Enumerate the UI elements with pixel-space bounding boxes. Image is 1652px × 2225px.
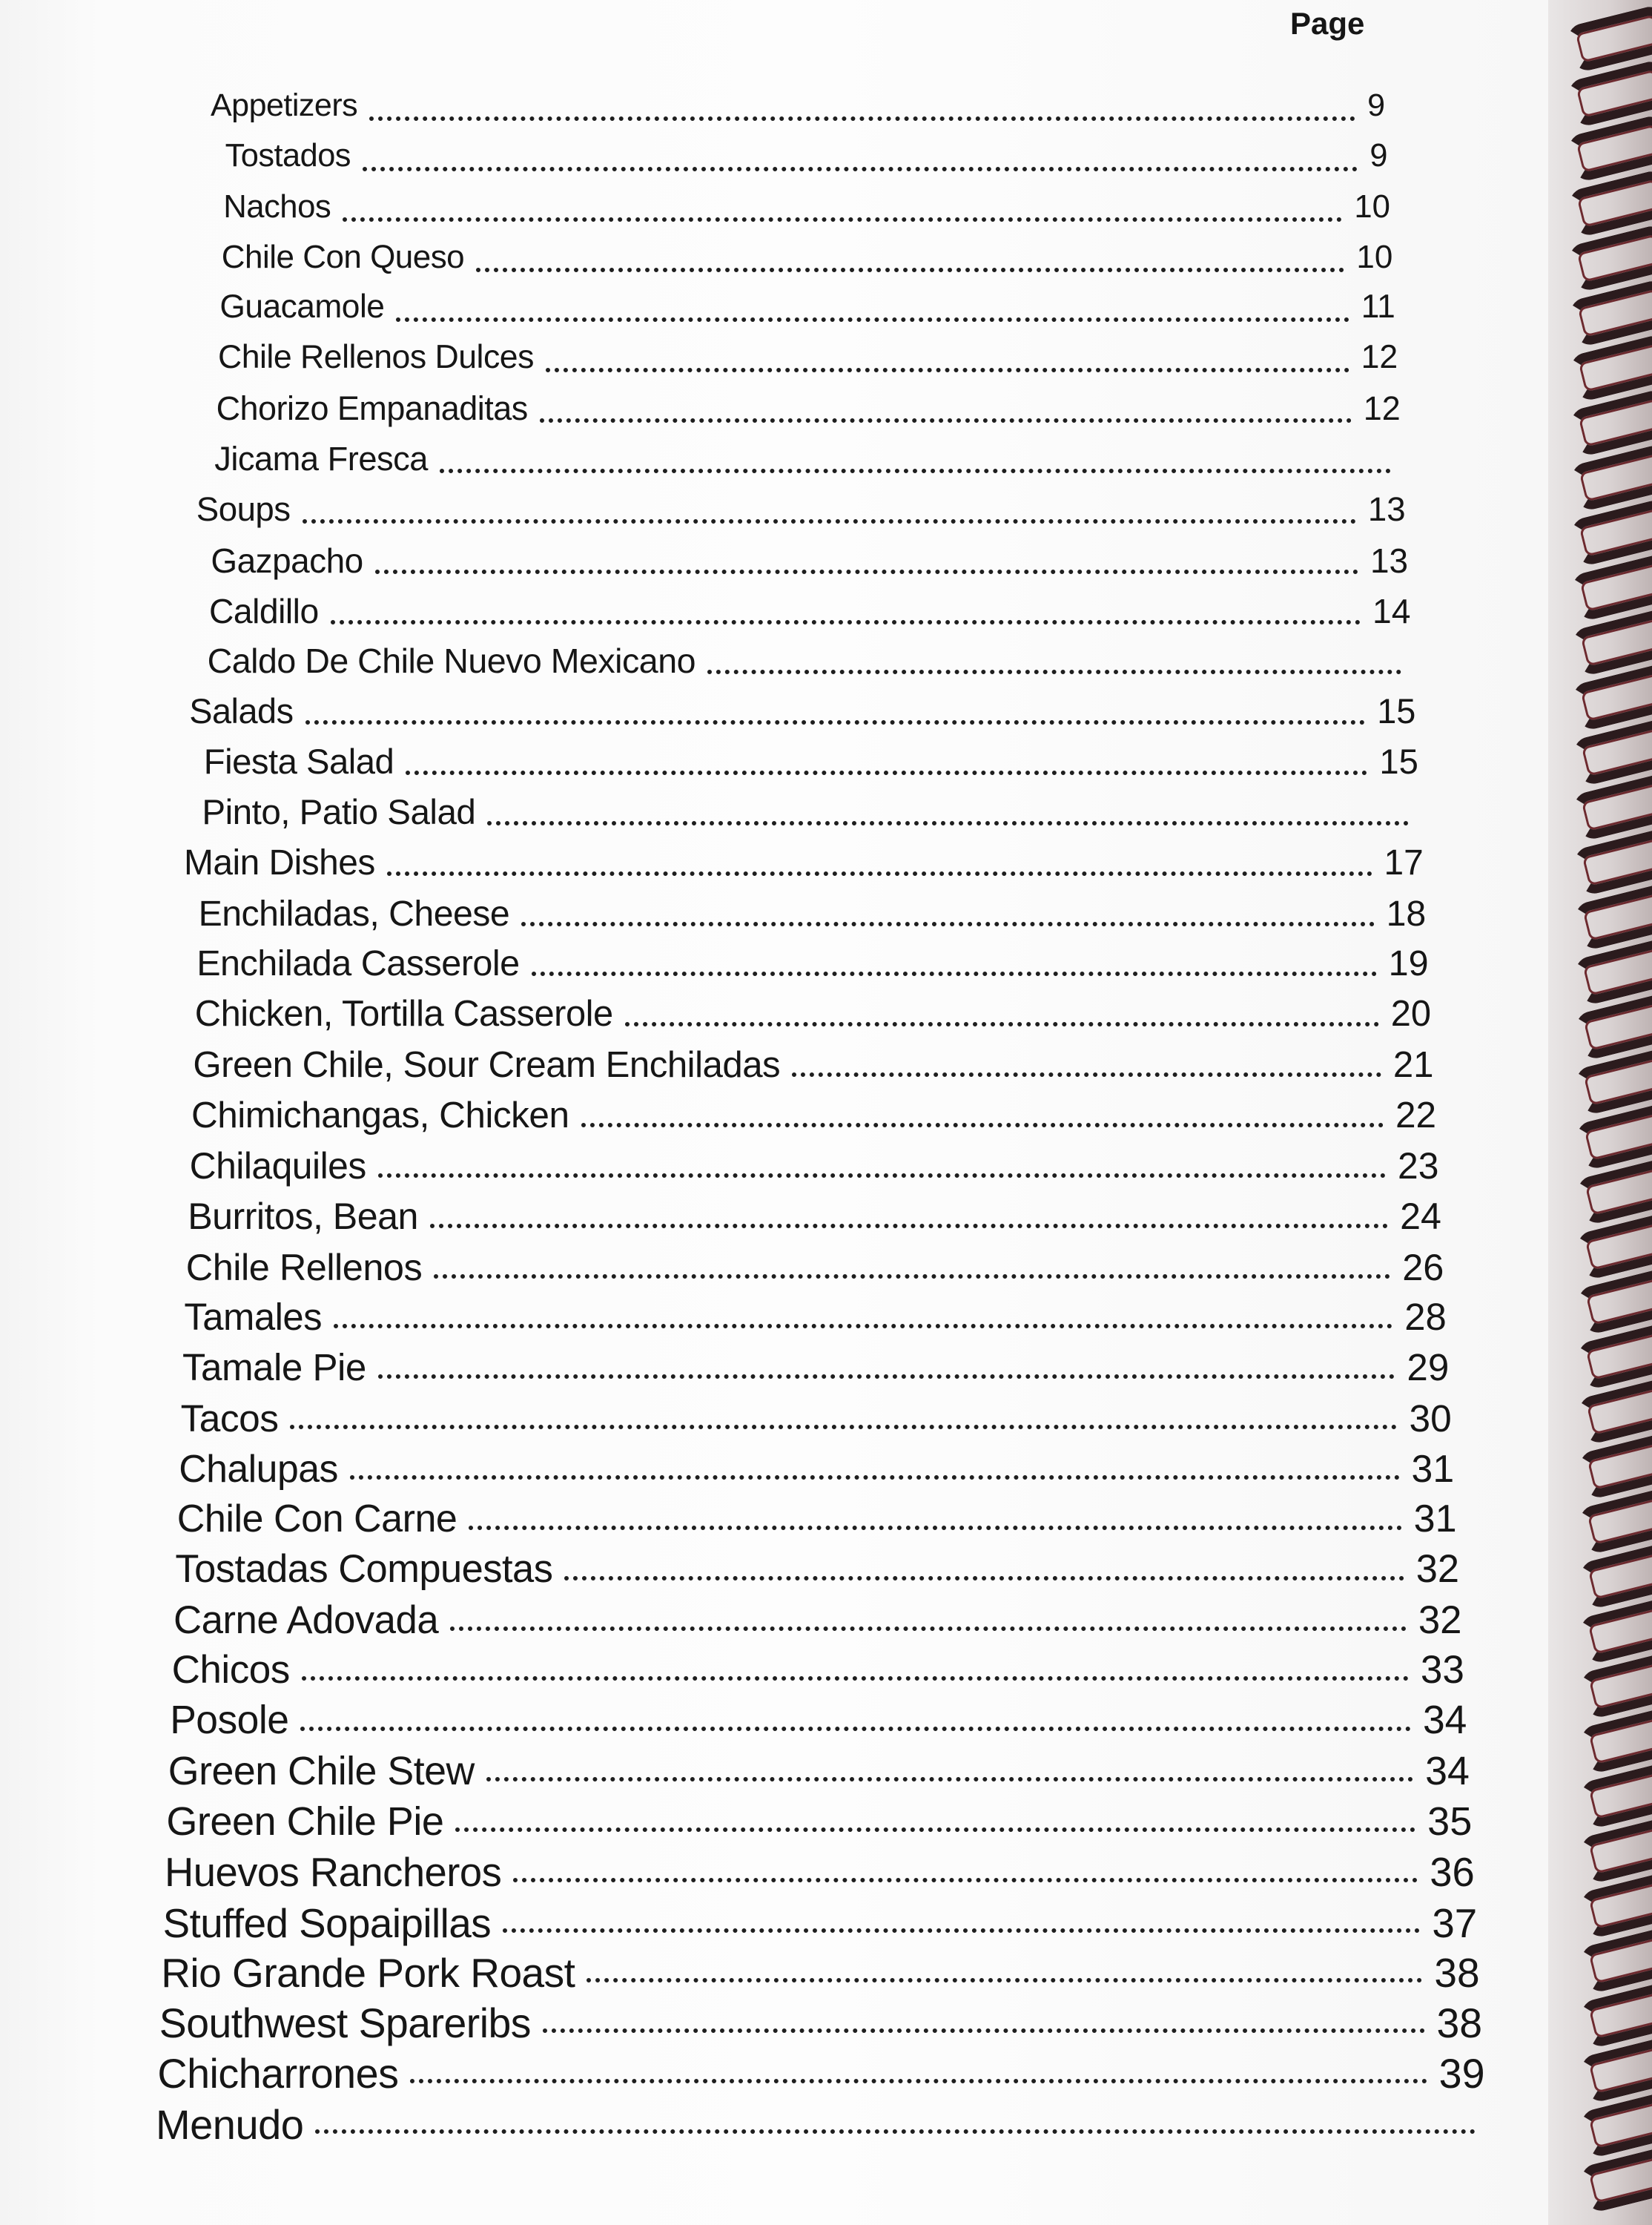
toc-entry-row [204,742,1418,788]
toc-entry-label: Chile Con Carne [176,1497,457,1540]
toc-entry-label: Chile Rellenos [185,1245,423,1288]
toc-entry-label: Posole [170,1698,289,1743]
dot-leader [396,316,1349,322]
dot-leader [430,1222,1388,1228]
toc-entry-row [179,1446,1454,1492]
toc-page-number: 22 [1395,1095,1436,1135]
toc-entry-label: Chorizo Empanaditas [216,389,528,428]
toc-entry-row [202,792,1421,838]
toc-entry-label: Green Chile Stew [168,1749,475,1794]
toc-entry-label: Gazpacho [211,541,363,580]
dot-leader [503,1927,1420,1933]
toc-entry-row [165,1849,1475,1895]
toc-entry-row [218,339,1398,385]
toc-entry-label: Menudo [156,2101,304,2148]
toc-page-number: 12 [1363,389,1401,428]
toc-entry-row [222,239,1393,285]
dot-leader [532,970,1377,976]
toc-page-number: 9 [1369,137,1388,174]
dot-leader [440,467,1391,473]
toc-page-number: 10 [1356,238,1393,275]
toc-entry-row [190,1144,1439,1190]
toc-page-number: 20 [1390,994,1432,1035]
dot-leader [300,1725,1411,1731]
toc-entry-label: Nachos [223,188,331,225]
dot-leader [375,568,1358,574]
toc-section-row [189,691,1415,737]
toc-entry-label: Burritos, Bean [188,1195,418,1237]
toc-entry-label: Chalupas [179,1446,338,1490]
dot-leader [543,2027,1425,2033]
toc-entry-row [168,1748,1470,1794]
toc-section-row [196,490,1406,536]
toc-entry-row [209,591,1411,637]
dot-leader [363,165,1358,171]
dot-leader [378,1172,1386,1178]
dot-leader [387,870,1372,876]
dot-leader [334,1322,1392,1328]
toc-page-number: 10 [1354,188,1390,225]
toc-entry-row [175,1547,1459,1593]
toc-page-number: 34 [1425,1749,1470,1794]
dot-leader [625,1021,1379,1026]
toc-entry-row [191,1094,1436,1140]
toc-entry-label: Caldillo [209,591,319,630]
dot-leader [581,1121,1384,1127]
dot-leader [707,668,1401,674]
toc-entry-row [163,1899,1478,1945]
toc-page-number: 34 [1422,1698,1467,1743]
dot-leader [350,1474,1400,1480]
toc-entry-row [196,943,1428,989]
toc-page-number: 9 [1367,88,1385,123]
toc-entry-row [225,138,1388,184]
toc-section-row [184,843,1424,889]
toc-page-number: 12 [1361,339,1398,376]
toc-entry-row [166,1799,1472,1845]
toc-page-number: 35 [1427,1799,1473,1844]
dot-leader [305,719,1366,725]
toc-entry-row [170,1698,1467,1744]
toc-page-number: 33 [1420,1648,1464,1692]
dot-leader [792,1071,1381,1077]
toc-entry-row [177,1497,1457,1543]
toc-entry-label: Chicos [171,1648,290,1692]
toc-entry-label: Chimichangas, Chicken [191,1095,569,1135]
toc-page-number: 38 [1434,1950,1480,1997]
toc-entry-row [188,1195,1441,1241]
toc-entry-label: Enchilada Casserole [196,943,520,984]
dot-leader [434,1273,1390,1279]
toc-section-row [211,88,1385,134]
toc-entry-label: Pinto, Patio Salad [202,792,476,832]
toc-entry-label: Tacos [180,1397,279,1440]
toc-page-number: 36 [1430,1849,1475,1895]
dot-leader [476,266,1344,272]
toc-entry-label: Tostadas Compuestas [175,1547,553,1591]
toc-entry-label: Chilaquiles [189,1144,366,1187]
toc-page-number: 24 [1400,1195,1441,1237]
toc-entry-label: Southwest Spareribs [159,2000,531,2047]
toc-entry-label: Stuffed Sopaipillas [162,1899,492,1946]
toc-page-number: 15 [1379,742,1418,782]
dot-leader [486,1776,1413,1781]
toc-entry-label: Rio Grande Pork Roast [161,1950,575,1997]
toc-entry-row [193,1044,1433,1090]
toc-page-number: 26 [1402,1245,1444,1288]
toc-entry-row [181,1396,1452,1442]
dot-leader [315,2128,1476,2134]
toc-entry-row [174,1598,1462,1644]
toc-page-number: 30 [1409,1397,1452,1440]
toc-page-number: 32 [1418,1598,1462,1642]
toc-entry-label: Guacamole [219,289,385,326]
toc-entry-label: Soups [196,490,291,528]
toc-entry-row [159,2000,1482,2046]
toc-page-number: 17 [1384,843,1424,883]
toc-page-number: 21 [1392,1044,1434,1086]
toc-entry-row [214,440,1403,486]
dot-leader [331,619,1361,624]
toc-entry-label: Chile Rellenos Dulces [218,339,534,376]
toc-entry-label: Main Dishes [184,843,375,883]
toc-entry-label: Appetizers [211,88,358,123]
toc-entry-label: Tamale Pie [182,1346,366,1389]
page-column-heading: Page [1290,6,1365,41]
toc-entry-row [161,1949,1479,1995]
toc-entry-row [223,188,1390,234]
toc-page-number: 13 [1369,541,1409,580]
toc-entry-label: Green Chile, Sour Cream Enchiladas [193,1044,781,1086]
dot-leader [521,920,1374,926]
dot-leader [303,518,1356,524]
dot-leader [487,820,1409,825]
toc-page-number: 23 [1398,1144,1439,1187]
toc-page-number: 15 [1377,692,1416,731]
toc-entry-label: Carne Adovada [174,1598,439,1642]
toc-entry-row [211,541,1408,587]
toc-entry-label: Jicama Fresca [214,439,428,478]
toc-entry-row [184,1295,1446,1341]
dot-leader [290,1423,1397,1429]
toc-entry-row [199,893,1427,939]
toc-entry-label: Caldo De Chile Nuevo Mexicano [207,642,696,681]
dot-leader [455,1826,1415,1832]
toc-entry-row [186,1245,1444,1291]
toc-entry-label: Green Chile Pie [166,1799,444,1844]
dot-leader [469,1524,1401,1530]
dot-leader [410,2077,1427,2083]
toc-page-number: 37 [1432,1899,1478,1946]
dot-leader [450,1625,1407,1631]
toc-entry-row [219,289,1395,334]
dot-leader [546,366,1349,372]
toc-entry-row [195,993,1431,1039]
dot-leader [406,769,1367,775]
toc-page-number: 29 [1407,1346,1450,1389]
toc-entry-row [157,2050,1484,2096]
toc-entry-label: Chile Con Queso [221,238,465,275]
toc-entry-row [156,2100,1487,2146]
toc-entry-label: Tamales [184,1296,323,1339]
toc-page-number: 31 [1411,1446,1455,1490]
dot-leader [378,1373,1395,1379]
toc-page-number: 19 [1388,943,1429,984]
toc-page-number: 11 [1361,289,1395,326]
toc-entry-row [217,389,1401,435]
toc-page-number: 14 [1372,591,1411,630]
toc-entry-label: Chicharrones [157,2051,399,2097]
toc-entry-label: Chicken, Tortilla Casserole [194,994,613,1035]
toc-entry-row [182,1345,1449,1391]
toc-entry-label: Fiesta Salad [203,742,394,782]
toc-entry-label: Tostados [225,137,351,174]
toc-page-number: 13 [1367,490,1406,528]
toc-entry-label: Salads [189,692,294,731]
toc-page-number: 31 [1413,1497,1457,1540]
dot-leader [513,1876,1418,1882]
toc-entry-label: Enchiladas, Cheese [198,893,510,934]
toc-entry-label: Huevos Rancheros [165,1849,502,1895]
dot-leader [540,417,1352,423]
toc-page-number: 18 [1386,893,1427,934]
toc-entry-row [172,1647,1464,1693]
toc-page-number: 38 [1436,2000,1483,2047]
dot-leader [302,1675,1409,1681]
dot-leader [369,115,1355,121]
toc-page-number: 32 [1415,1547,1460,1591]
toc-entry-row [208,641,1413,687]
dot-leader [564,1575,1404,1580]
toc-page-number: 39 [1438,2051,1485,2097]
dot-leader [343,216,1342,222]
toc-page-number: 28 [1404,1296,1447,1339]
dot-leader [587,1977,1422,1982]
